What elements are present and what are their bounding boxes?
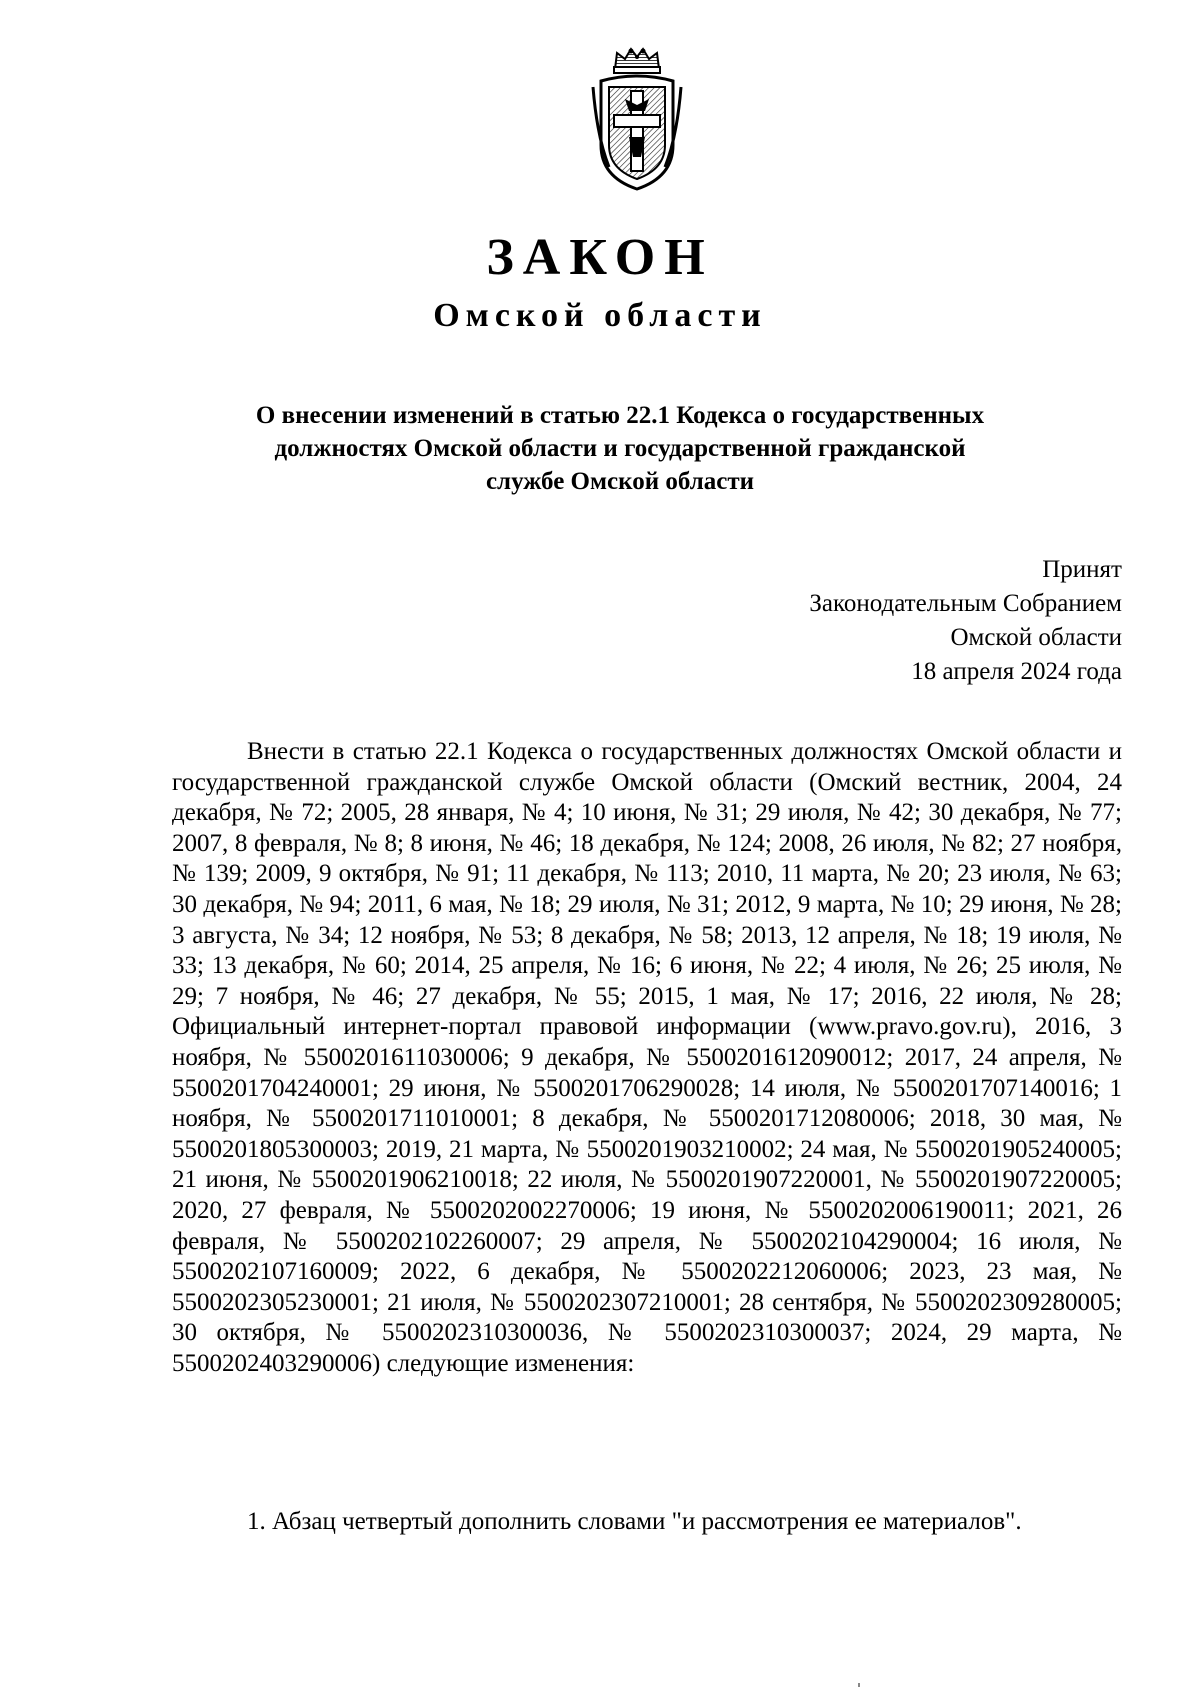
scan-artifact <box>858 1683 860 1687</box>
adoption-line: Омской области <box>950 624 1122 651</box>
subject-line: О внесении изменений в статью 22.1 Кодекса о государственных <box>255 402 985 429</box>
adoption-date: 18 апреля 2024 года <box>911 658 1122 685</box>
law-subject-heading <box>200 399 1040 498</box>
adoption-line: Принят <box>1042 556 1122 583</box>
omsk-region-coat-of-arms-icon <box>587 47 687 192</box>
subject-line: должностях Омской области и государственной гражданской <box>274 435 966 462</box>
law-region: Омской области <box>433 297 767 334</box>
main-paragraph: Внести в статью 22.1 Кодекса о государственных должностях Омской области и государственной гражданской службе Омской области (Омский вестник, 2004, 24 декабря, № 72; 2005, 28 января, № 4; 10 июня, № 31; 29 июля, № 42; 30 декабря, № 77; 2007, 8 февраля, № 8; 8 июня, № 46; 18 декабря, № 124; 2008, 26 июля, № 82; 27 ноября, № 139; 2009, 9 октября, № 91; 11 декабря, № 113; 2010, 11 марта, № 20; 23 июля, № 63; 30 декабря, № 94; 2011, 6 мая, № 18; 29 июля, № 31; 2012, 9 марта, № 10; 29 июня, № 28; 3 августа, № 34; 12 ноября, № 53; 8 декабря, № 58; 2013, 12 апреля, № 18; 19 июля, № 33; 13 декабря, № 60; 2014, 25 апреля, № 16; 6 июня, № 22; 4 июля, № 26; 25 июля, № 29; 7 ноября, № 46; 27 декабря, № 55; 2015, 1 мая, № 17; 2016, 22 июля, № 28; Официальный интернет-портал правовой информации (www.pravo.gov.ru), 2016, 3 ноября, № 5500201611030006; 9 декабря, № 5500201612090012; 2017, 24 апреля, № 5500201704240001; 29 июня, № 5500201706290028; 14 июля, № 5500201707140016; 1 ноября, № 5500201711010001; 8 декабря, № 5500201712080006; 2018, 30 мая, № 5500201805300003; 2019, 21 марта, № 5500201903210002; 24 мая, № 5500201905240005; 21 июня, № 5500201906210018; 22 июля, № 5500201907220001, № 5500201907220005; 2020, 27 февраля, № 5500202002270006; 19 июня, № 5500202006190011; 2021, 26 февраля, № 5500202102260007; 29 апреля, № 5500202104290004; 16 июля, № 5500202107160009; 2022, 6 декабря, № 5500202212060006; 2023, 23 мая, № 5500202305230001; 21 июля, № 5500202307210001; 28 сентября, № 5500202309280005; 30 октября, № 5500202310300036, № 5500202310300037; 2024, 29 марта, № 5500202403290006) следующие изменения: <box>172 738 1122 1377</box>
adoption-block <box>809 553 1122 689</box>
law-title: ЗАКОН <box>486 229 714 286</box>
adoption-line: Законодательным Собранием <box>809 590 1122 617</box>
amendment-item-1: 1. Абзац четвертый дополнить словами "и рассмотрения ее материалов". <box>247 1508 1022 1535</box>
subject-line: службе Омской области <box>485 468 755 495</box>
